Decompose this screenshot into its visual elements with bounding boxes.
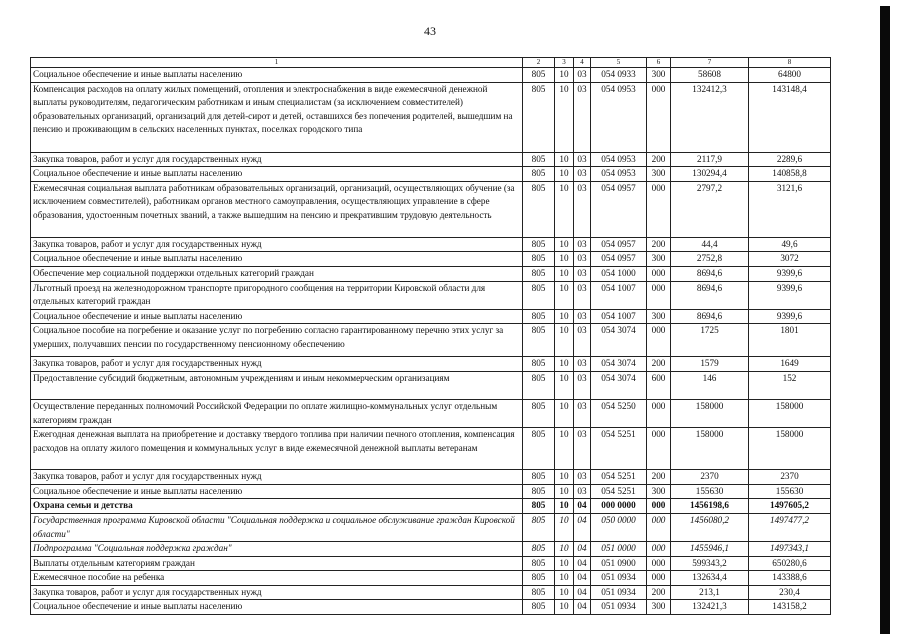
table-row: [31, 309, 831, 324]
cell-vr: 300: [647, 484, 671, 499]
cell-vr: 000: [647, 428, 671, 470]
cell-vr: 200: [647, 585, 671, 600]
cell-sum-2015: 130294,4: [671, 167, 749, 182]
cell-sum-2016: 2370: [749, 470, 831, 485]
cell-rz: 10: [555, 252, 574, 267]
cell-sum-2016: 158000: [749, 399, 831, 427]
cell-sum-2015: 132421,3: [671, 600, 749, 615]
cell-csr: 054 5251: [591, 428, 647, 470]
cell-gr: 805: [523, 571, 555, 586]
cell-name: Ежемесячное пособие на ребенка: [31, 571, 523, 586]
cell-sum-2016: 2289,6: [749, 152, 831, 167]
cell-name: Закупка товаров, работ и услуг для государственных нужд: [31, 470, 523, 485]
cell-gr: 805: [523, 357, 555, 372]
cell-pr: 03: [574, 237, 591, 252]
cell-pr: 03: [574, 167, 591, 182]
cell-sum-2016: 9399,6: [749, 281, 831, 309]
cell-rz: 10: [555, 266, 574, 281]
cell-csr: 054 1000: [591, 266, 647, 281]
cell-sum-2016: 230,4: [749, 585, 831, 600]
cell-rz: 10: [555, 499, 574, 514]
cell-name: Закупка товаров, работ и услуг для государственных нужд: [31, 152, 523, 167]
cell-rz: 10: [555, 600, 574, 615]
cell-pr: 03: [574, 309, 591, 324]
cell-name: Закупка товаров, работ и услуг для государственных нужд: [31, 237, 523, 252]
cell-sum-2016: 140858,8: [749, 167, 831, 182]
cell-rz: 10: [555, 281, 574, 309]
cell-rz: 10: [555, 484, 574, 499]
cell-name: Ежегодная денежная выплата на приобретение и доставку твердого топлива при наличии печного отопления, компенсация расходов на оплату жилого помещения и коммунальных услуг в виде ежемесячной денежной выплаты ветеранам: [31, 428, 523, 470]
cell-sum-2015: 8694,6: [671, 266, 749, 281]
cell-sum-2015: 2797,2: [671, 181, 749, 237]
cell-gr: 805: [523, 252, 555, 267]
cell-name: Выплаты отдельным категориям граждан: [31, 556, 523, 571]
cell-sum-2016: 3072: [749, 252, 831, 267]
cell-sum-2016: 155630: [749, 484, 831, 499]
cell-gr: 805: [523, 68, 555, 83]
cell-rz: 10: [555, 556, 574, 571]
cell-sum-2015: 44,4: [671, 237, 749, 252]
cell-gr: 805: [523, 324, 555, 357]
cell-csr: 000 0000: [591, 499, 647, 514]
cell-name: Охрана семьи и детства: [31, 499, 523, 514]
header-cell-4: 4: [574, 58, 591, 68]
cell-vr: 300: [647, 252, 671, 267]
cell-vr: 300: [647, 600, 671, 615]
cell-vr: 000: [647, 542, 671, 557]
cell-csr: 054 5251: [591, 470, 647, 485]
cell-vr: 000: [647, 82, 671, 152]
cell-name: Социальное обеспечение и иные выплаты населению: [31, 167, 523, 182]
table-row: [31, 281, 831, 309]
cell-vr: 000: [647, 499, 671, 514]
cell-name: Закупка товаров, работ и услуг для государственных нужд: [31, 585, 523, 600]
cell-sum-2016: 3121,6: [749, 181, 831, 237]
cell-rz: 10: [555, 470, 574, 485]
cell-gr: 805: [523, 585, 555, 600]
header-cell-3: 3: [555, 58, 574, 68]
cell-gr: 805: [523, 542, 555, 557]
scan-edge-bar: [880, 6, 890, 634]
cell-sum-2016: 49,6: [749, 237, 831, 252]
cell-vr: 000: [647, 181, 671, 237]
cell-name: Социальное обеспечение и иные выплаты населению: [31, 484, 523, 499]
cell-rz: 10: [555, 181, 574, 237]
cell-sum-2016: 143148,4: [749, 82, 831, 152]
cell-sum-2015: 8694,6: [671, 309, 749, 324]
cell-pr: 03: [574, 371, 591, 399]
cell-csr: 050 0000: [591, 513, 647, 541]
cell-vr: 600: [647, 371, 671, 399]
cell-pr: 03: [574, 152, 591, 167]
table-row: [31, 167, 831, 182]
cell-gr: 805: [523, 513, 555, 541]
cell-sum-2016: 1801: [749, 324, 831, 357]
cell-sum-2016: 1649: [749, 357, 831, 372]
cell-sum-2015: 8694,6: [671, 281, 749, 309]
cell-vr: 300: [647, 309, 671, 324]
header-cell-1: 1: [31, 58, 523, 68]
cell-sum-2015: 1579: [671, 357, 749, 372]
cell-rz: 10: [555, 542, 574, 557]
cell-name: Государственная программа Кировской области "Социальная поддержка и социальное обслуживание граждан Кировской области": [31, 513, 523, 541]
cell-vr: 300: [647, 68, 671, 83]
cell-rz: 10: [555, 309, 574, 324]
table-row: [31, 181, 831, 237]
header-cell-5: 5: [591, 58, 647, 68]
cell-csr: 054 0953: [591, 82, 647, 152]
cell-sum-2016: 1497605,2: [749, 499, 831, 514]
cell-vr: 300: [647, 167, 671, 182]
cell-sum-2016: 64800: [749, 68, 831, 83]
cell-vr: 000: [647, 513, 671, 541]
cell-sum-2015: 58608: [671, 68, 749, 83]
cell-sum-2016: 650280,6: [749, 556, 831, 571]
cell-pr: 04: [574, 513, 591, 541]
cell-sum-2016: 1497343,1: [749, 542, 831, 557]
cell-csr: 054 0957: [591, 181, 647, 237]
cell-vr: 200: [647, 152, 671, 167]
cell-pr: 03: [574, 324, 591, 357]
cell-name: Социальное обеспечение и иные выплаты населению: [31, 309, 523, 324]
cell-rz: 10: [555, 357, 574, 372]
cell-rz: 10: [555, 585, 574, 600]
cell-vr: 200: [647, 470, 671, 485]
cell-csr: 054 0953: [591, 167, 647, 182]
cell-pr: 03: [574, 399, 591, 427]
cell-sum-2016: 158000: [749, 428, 831, 470]
cell-gr: 805: [523, 181, 555, 237]
cell-rz: 10: [555, 237, 574, 252]
header-cell-7: 7: [671, 58, 749, 68]
cell-sum-2015: 2752,8: [671, 252, 749, 267]
table-row: [31, 324, 831, 357]
cell-gr: 805: [523, 600, 555, 615]
cell-sum-2015: 158000: [671, 428, 749, 470]
cell-name: Ежемесячная социальная выплата работникам образовательных организаций, организаций, осуществляющих обучение (за исключением совместителей), работникам органов местного самоуправления, осуществляющих управление в сфере образования, удостоенным почетных званий, а также вышедшим на пенсию и прекратившим трудовую деятельность: [31, 181, 523, 237]
cell-gr: 805: [523, 237, 555, 252]
cell-pr: 04: [574, 600, 591, 615]
table-body: [31, 58, 831, 615]
cell-gr: 805: [523, 281, 555, 309]
table-row: [31, 237, 831, 252]
cell-rz: 10: [555, 513, 574, 541]
cell-pr: 03: [574, 428, 591, 470]
cell-name: Закупка товаров, работ и услуг для государственных нужд: [31, 357, 523, 372]
cell-vr: 200: [647, 237, 671, 252]
cell-pr: 03: [574, 357, 591, 372]
cell-rz: 10: [555, 571, 574, 586]
cell-pr: 03: [574, 470, 591, 485]
table-row: [31, 571, 831, 586]
cell-sum-2015: 2370: [671, 470, 749, 485]
table-row: [31, 371, 831, 399]
table-row: [31, 585, 831, 600]
header-cell-8: 8: [749, 58, 831, 68]
table-row: [31, 266, 831, 281]
header-row: [31, 58, 831, 68]
cell-pr: 03: [574, 68, 591, 83]
cell-sum-2015: 2117,9: [671, 152, 749, 167]
table-row: [31, 428, 831, 470]
cell-sum-2015: 1456080,2: [671, 513, 749, 541]
cell-sum-2015: 1725: [671, 324, 749, 357]
cell-pr: 03: [574, 181, 591, 237]
cell-csr: 054 0957: [591, 252, 647, 267]
cell-name: Социальное обеспечение и иные выплаты населению: [31, 252, 523, 267]
cell-pr: 03: [574, 82, 591, 152]
cell-gr: 805: [523, 428, 555, 470]
cell-csr: 051 0900: [591, 556, 647, 571]
cell-sum-2015: 132412,3: [671, 82, 749, 152]
cell-csr: 054 0933: [591, 68, 647, 83]
header-cell-6: 6: [647, 58, 671, 68]
cell-gr: 805: [523, 484, 555, 499]
cell-gr: 805: [523, 399, 555, 427]
cell-pr: 03: [574, 252, 591, 267]
cell-vr: 200: [647, 357, 671, 372]
cell-name: Социальное обеспечение и иные выплаты населению: [31, 68, 523, 83]
cell-name: Социальное обеспечение и иные выплаты населению: [31, 600, 523, 615]
cell-vr: 000: [647, 281, 671, 309]
cell-gr: 805: [523, 82, 555, 152]
cell-rz: 10: [555, 428, 574, 470]
table-row: [31, 499, 831, 514]
cell-pr: 04: [574, 585, 591, 600]
cell-gr: 805: [523, 167, 555, 182]
table-row: [31, 470, 831, 485]
cell-sum-2015: 1455946,1: [671, 542, 749, 557]
cell-vr: 000: [647, 266, 671, 281]
cell-sum-2016: 143158,2: [749, 600, 831, 615]
cell-pr: 03: [574, 266, 591, 281]
cell-sum-2015: 132634,4: [671, 571, 749, 586]
cell-sum-2015: 146: [671, 371, 749, 399]
cell-sum-2016: 143388,6: [749, 571, 831, 586]
cell-sum-2016: 1497477,2: [749, 513, 831, 541]
cell-vr: 000: [647, 324, 671, 357]
header-cell-2: 2: [523, 58, 555, 68]
table-row: [31, 152, 831, 167]
cell-gr: 805: [523, 266, 555, 281]
budget-table: [30, 57, 831, 615]
cell-pr: 03: [574, 281, 591, 309]
cell-csr: 054 3074: [591, 371, 647, 399]
table-row: [31, 82, 831, 152]
table-row: [31, 484, 831, 499]
table-row: [31, 399, 831, 427]
cell-pr: 03: [574, 484, 591, 499]
cell-vr: 000: [647, 571, 671, 586]
cell-sum-2015: 213,1: [671, 585, 749, 600]
table-row: [31, 513, 831, 541]
cell-pr: 04: [574, 499, 591, 514]
cell-vr: 000: [647, 556, 671, 571]
cell-rz: 10: [555, 371, 574, 399]
cell-csr: 051 0934: [591, 600, 647, 615]
cell-gr: 805: [523, 309, 555, 324]
cell-pr: 04: [574, 556, 591, 571]
table-row: [31, 357, 831, 372]
cell-rz: 10: [555, 324, 574, 357]
cell-rz: 10: [555, 152, 574, 167]
cell-name: Обеспечение мер социальной поддержки отдельных категорий граждан: [31, 266, 523, 281]
table-row: [31, 600, 831, 615]
cell-csr: 051 0934: [591, 585, 647, 600]
cell-csr: 054 1007: [591, 281, 647, 309]
cell-rz: 10: [555, 167, 574, 182]
cell-csr: 054 1007: [591, 309, 647, 324]
table-row: [31, 542, 831, 557]
table-row: [31, 252, 831, 267]
cell-gr: 805: [523, 371, 555, 399]
page-number: 43: [424, 24, 436, 38]
cell-csr: 054 3074: [591, 324, 647, 357]
cell-gr: 805: [523, 556, 555, 571]
cell-rz: 10: [555, 399, 574, 427]
cell-rz: 10: [555, 68, 574, 83]
cell-name: Социальное пособие на погребение и оказание услуг по погребению согласно гарантированному перечню этих услуг за умерших, получавших пенсии по государственному пенсионному обеспечению: [31, 324, 523, 357]
cell-sum-2015: 1456198,6: [671, 499, 749, 514]
cell-name: Осуществление переданных полномочий Российской Федерации по оплате жилищно-коммунальных услуг отдельным категориям граждан: [31, 399, 523, 427]
cell-name: Подпрограмма "Социальная поддержка граждан": [31, 542, 523, 557]
cell-csr: 054 0957: [591, 237, 647, 252]
cell-gr: 805: [523, 152, 555, 167]
cell-sum-2016: 9399,6: [749, 309, 831, 324]
cell-name: Компенсация расходов на оплату жилых помещений, отопления и электроснабжения в виде ежемесячной денежной выплаты руководителям, педагогическим работникам и иным специалистам (за исключением совместителей) образовательных организаций, организаций для детей-сирот и детей, оставшихся без попечения родителей, вышедшим на пенсию и проживающим в сельских населенных пунктах, поселках городского типа: [31, 82, 523, 152]
cell-csr: 051 0934: [591, 571, 647, 586]
cell-sum-2015: 599343,2: [671, 556, 749, 571]
cell-sum-2016: 152: [749, 371, 831, 399]
cell-sum-2015: 155630: [671, 484, 749, 499]
cell-csr: 051 0000: [591, 542, 647, 557]
cell-gr: 805: [523, 470, 555, 485]
cell-sum-2015: 158000: [671, 399, 749, 427]
cell-rz: 10: [555, 82, 574, 152]
table-row: [31, 68, 831, 83]
cell-csr: 054 5250: [591, 399, 647, 427]
table-row: [31, 556, 831, 571]
cell-csr: 054 5251: [591, 484, 647, 499]
cell-pr: 04: [574, 542, 591, 557]
cell-pr: 04: [574, 571, 591, 586]
cell-name: Предоставление субсидий бюджетным, автономным учреждениям и иным некоммерческим организациям: [31, 371, 523, 399]
cell-name: Льготный проезд на железнодорожном транспорте пригородного сообщения на территории Кировской области для отдельных категорий граждан: [31, 281, 523, 309]
cell-sum-2016: 9399,6: [749, 266, 831, 281]
cell-csr: 054 0953: [591, 152, 647, 167]
cell-vr: 000: [647, 399, 671, 427]
cell-gr: 805: [523, 499, 555, 514]
cell-csr: 054 3074: [591, 357, 647, 372]
